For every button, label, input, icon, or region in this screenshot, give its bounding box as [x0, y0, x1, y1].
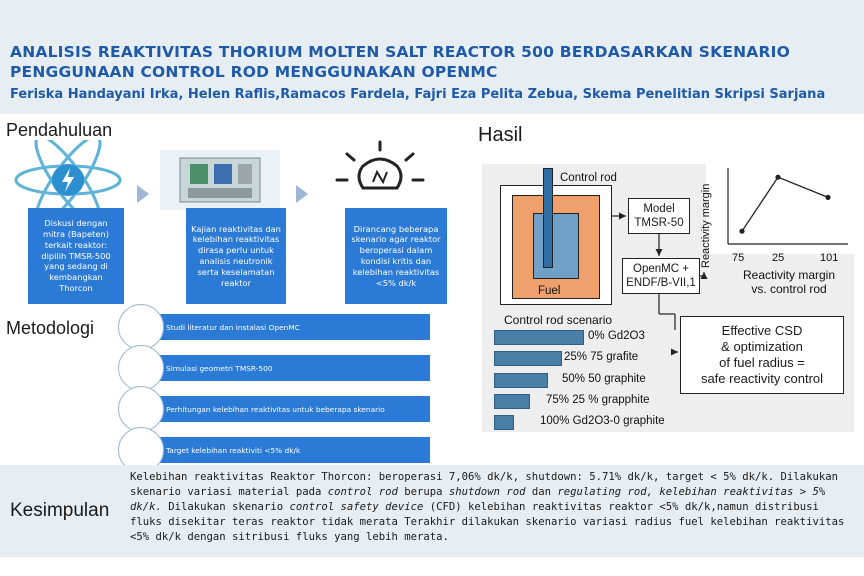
lightbulb-icon	[325, 138, 435, 210]
openmc-box-line-1: OpenMC +	[633, 263, 689, 275]
scenario-bar-list	[494, 330, 674, 430]
series-line	[742, 177, 828, 231]
conclusion-segment: berupa	[397, 486, 449, 498]
author-list: Feriska Handayani Irka, Helen Raflis,Ramacos Fardela, Fajri Eza Pelita Zebua, Skema Penelitian Skripsi Sarjana	[10, 87, 826, 102]
csd-line-4: safe reactivity control	[700, 371, 824, 386]
chart-xlabel: Reactivity margin vs. control rod	[742, 268, 836, 296]
scenario-bar	[494, 373, 548, 388]
reactivity-margin-chart	[706, 162, 854, 254]
intro-card-1: Diskusi dengan mitra (Bapeten) terkait reaktor: dipilih TMSR-500 yang sedang di kembangkan Thorcon	[28, 208, 124, 304]
conclusion-segment: control rod	[327, 486, 398, 498]
scenario-bar	[494, 415, 514, 430]
scenario-label: 100% Gd2O3-0 graphite	[540, 415, 665, 427]
csd-line-1: Effective CSD	[721, 323, 803, 338]
conclusion-segment: shutdown rod	[448, 486, 526, 498]
scenario-label: 75% 25 % grapphite	[546, 394, 650, 406]
step-marker-circle	[118, 345, 164, 391]
x-tick-label: 25	[772, 252, 785, 264]
scenario-label: 25% 75 grafite	[564, 351, 639, 363]
step-marker-circle	[118, 386, 164, 432]
conclusion-segment: Dilakukan skenario	[161, 501, 290, 513]
scenario-title: Control rod scenario	[504, 313, 613, 327]
data-point	[739, 229, 744, 234]
conclusion-segment: (CFD) kelebihan reaktivitas reaktor <5% dk/k,namun distribusi fluks disekitar teras reaktor tidak merata Terakhir dilakukan skenario variasi radius fuel kelebihan reaktivitas <5% dk/k dengan sitribusi fluks yang lebih merata.	[130, 501, 845, 543]
scenario-bar	[494, 330, 584, 345]
method-step-1: Studi literatur dan instalasi OpenMC	[140, 314, 430, 340]
chart-ylabel: Reactivity margin	[700, 183, 712, 268]
fuel-label: Fuel	[538, 285, 561, 297]
poster-title: ANALISIS REAKTIVITAS THORIUM MOLTEN SALT REACTOR 500 BERDASARKAN SKENARIO PENGGUNAAN CONTROL ROD MENGGUNAKAN OPENMC	[10, 43, 790, 81]
model-box-line-2: TMSR-50	[634, 217, 684, 229]
conclusion-segment: dan	[525, 486, 558, 498]
control-rod-label: Control rod	[560, 172, 617, 184]
data-point	[775, 175, 780, 180]
scenario-label: 50% 50 graphite	[562, 373, 646, 385]
method-step-2: Simulasi geometri TMSR-500	[140, 355, 430, 381]
intro-card-3: Dirancang beberapa skenario agar reaktor beroperasi dalam kondisi kritis dan kelebihan reaktivitas <5% dk/k	[345, 208, 447, 304]
section-title-hasil: Hasil	[478, 124, 523, 146]
data-point	[825, 195, 830, 200]
conclusion-segment: regulating rod, kelebihan reaktivitas > 5% dk/k.	[130, 486, 826, 513]
conclusion-segment: Kelebihan reaktivitas Reaktor Thorcon: beroperasi 7,06% dk/k, shutdown: 5.71% dk/k, target < 5% dk/k. Dilakukan skenario variasi material pada	[130, 471, 838, 498]
section-title-kesimpulan: Kesimpulan	[10, 500, 110, 521]
method-step-3: Perhitungan kelebihan reaktivitas untuk beberapa skenario	[140, 396, 430, 422]
method-step-4: Target kelebihan reaktiviti <5% dk/k	[140, 437, 430, 463]
scenario-label: 0% Gd2O3	[588, 330, 645, 342]
arrow-right-icon	[137, 185, 149, 203]
step-marker-circle	[118, 304, 164, 350]
atom-icon	[8, 140, 128, 210]
reactor-machine-icon	[160, 150, 280, 210]
section-title-metodologi: Metodologi	[6, 318, 95, 338]
scenario-bar	[494, 394, 530, 409]
scenario-bar	[494, 351, 562, 366]
conclusion-segment: control safety device	[289, 501, 424, 513]
csd-line-2: & optimization	[721, 339, 803, 354]
conclusion-text	[130, 470, 855, 545]
section-title-pendahuluan: Pendahuluan	[6, 120, 113, 140]
x-tick-label: 75	[732, 252, 745, 264]
openmc-box-line-2: ENDF/B-VII,1	[626, 277, 696, 289]
model-box-line-1: Model	[643, 203, 675, 215]
intro-card-2: Kajian reaktivitas dan kelebihan reaktivitas dirasa perlu untuk analisis neutronik serta keselamatan reaktor	[186, 208, 286, 304]
chart-x-ticks	[706, 252, 854, 266]
csd-line-3: of fuel radius =	[719, 355, 805, 370]
x-tick-label: 101	[820, 252, 839, 264]
arrow-right-icon	[296, 185, 308, 203]
